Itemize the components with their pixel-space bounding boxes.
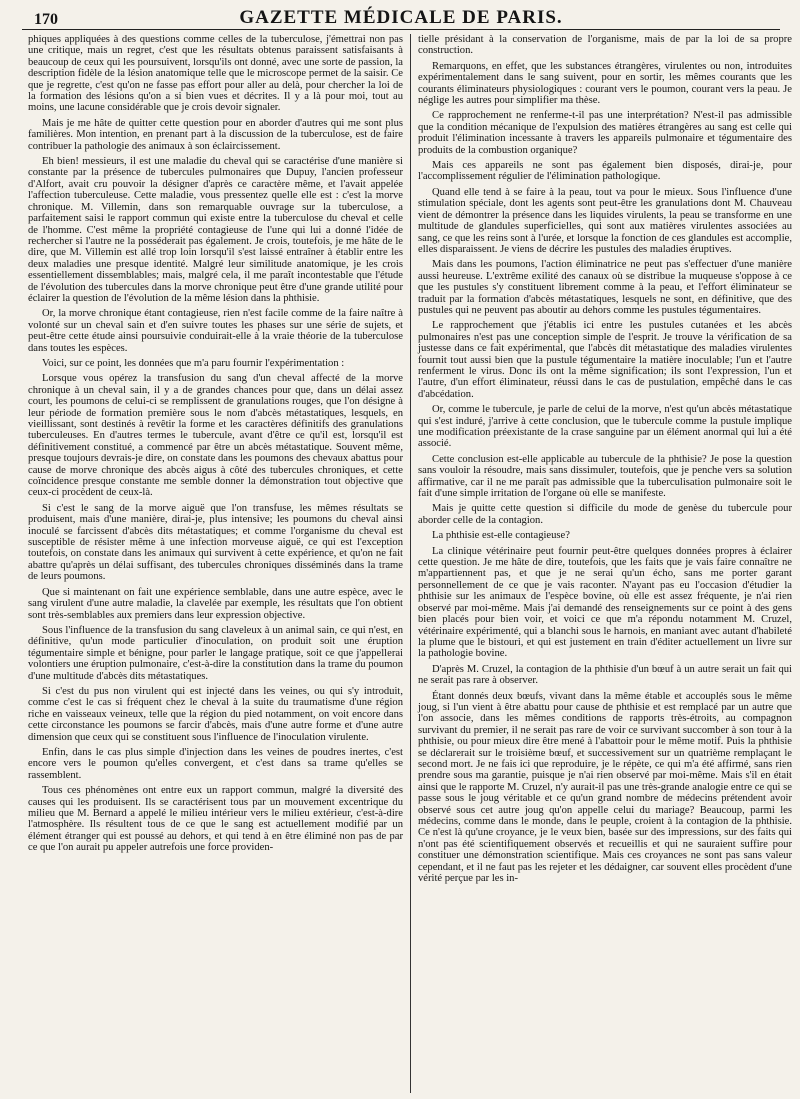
paragraph: La phthisie est-elle contagieuse?: [432, 530, 570, 542]
paragraph: Si c'est du pus non virulent qui est injecté dans les veines, ou qui s'y introduit, comme c'est le cas si fréquent chez le cheval à la suite du traumatisme d'une région riche en vaisseaux veineux, telle que la région du pied notamment, on voit encore dans cette circonstance les poumons se farcir d'abcès, mais d'une autre forme et d'une autre dimension que ceux qui se constituent sous l'influence de l'inoculation virulente.: [28, 685, 403, 743]
paragraph: Que si maintenant on fait une expérience semblable, dans une autre espèce, avec le sang virulent d'une autre maladie, la clavelée par exemple, les résultats que l'on obtient sont très-semblables aux premiers dans leur expression objective.: [28, 586, 403, 621]
paragraph: Lorsque vous opérez la transfusion du sang d'un cheval affecté de la morve chronique à un cheval sain, il y a de grandes chances pour que, dans un délai assez court, les poumons de celui-ci se remplissent de granulations rouges, que l'on désigne à leur période de formation première sous le nom d'abcès métastatiques, lesquels, en vieillissant, sont destinés à revêtir la forme et les caractères définitifs des granulations tuberculeuses. En d'autres termes le tubercule, avant d'être ce qu'il est, lorsqu'il est définitivement constitué, a commencé par être un abcès métastatique. Souvent même, presque toujours devrais-je dire, on constate dans les poumons des chevaux abattus pour cause de morve chronique des abcès aigus à côté des tubercules chroniques, et cette coïncidence presque constante me semble donner la démonstration tout objective que ceux-ci procèdent de ceux-là.: [28, 373, 403, 499]
journal-title: GAZETTE MÉDICALE DE PARIS.: [239, 7, 563, 28]
paragraph: tielle présidant à la conservation de l'organisme, mais de par la loi de sa propre construction.: [418, 34, 792, 57]
paragraph: Mais je me hâte de quitter cette question pour en aborder d'autres qui me sont plus familières. Mon intention, en prenant part à la discussion de la tuberculose, est de faire contribuer la pathologie des animaux à son éclaircissement.: [28, 117, 403, 152]
page-header: [22, 0, 780, 30]
paragraph: Mais ces appareils ne sont pas également bien disposés, dirai-je, pour l'accomplissement régulier de l'élimination pathologique.: [418, 160, 792, 183]
paragraph: Le rapprochement que j'établis ici entre les pustules cutanées et les abcès pulmonaires n'est pas une conception simple de l'esprit. Je trouve la vérification de sa justesse dans ce fait expérimental, que l'abcès dit métastatique des maladies virulentes fournit tout aussi bien que la pustule tégumentaire la matière inoculable; l'un et l'autre renferment le virus. Donc ils ont la même signification; ils sont l'expression, l'un et l'autre, d'un effort éliminateur, réussi dans le cas de pustulation, empêché dans le cas d'abcédation.: [418, 320, 792, 400]
left-column: [28, 34, 410, 1093]
paragraph: La clinique vétérinaire peut fournir peut-être quelques données propres à éclairer cette question. Je me hâte de dire, toutefois, que les faits que je vais faire connaître ne m'appartiennent pas, et que je ne serai qu'un écho, sans me porter garant personnellement de ce que je vais raconter. N'ayant pas eu l'occasion d'étudier la phthisie sur les animaux de l'espèce bovine, où elle est assez fréquente, je n'ai rien observé par moi-même. Mais j'ai demandé des renseignements sur ce point à des gens bien placés pour bien voir, et voici ce que m'a répondu notamment M. Cruzel, vétérinaire expérimenté, qui a blanchi sous le harnois, en maniant avec autant d'habileté la plume que le bistouri, et qui est justement en train d'éditer actuellement un livre sur la pathologie bovine.: [418, 545, 792, 660]
paragraph: Or, la morve chronique étant contagieuse, rien n'est facile comme de la faire naître à volonté sur un cheval sain et d'en suivre toutes les phases sur une série de sujets, et peut-être cette étude ainsi poursuivie conduirait-elle à la vraie théorie de la tuberculose dans toutes les espèces.: [28, 308, 403, 354]
paragraph: Eh bien! messieurs, il est une maladie du cheval qui se caractérise d'une manière si constante par la présence de tubercules pulmonaires que Dupuy, l'ancien professeur d'Alfort, avait cru pouvoir la désigner d'après ce caractère même, et l'avait appelée l'affection tuberculeuse. Cette maladie, vous pressentez quelle elle est : c'est la morve chronique. M. Villemin, dans son remarquable ouvrage sur la tuberculose, a parfaitement saisi le rapport commun qui existe entre la tuberculose du cheval et celle de l'homme. C'est même la propriété contagieuse de l'une qui lui a donné l'idée de rechercher si l'autre ne la posséderait pas également. Je crois, toutefois, je me hâte de le dire, que M. Villemin est allé trop loin lorsqu'il s'est laissé entraîner à établir entre les deux maladies une presque identité. Malgré leur similitude anatomique, je les crois essentiellement dissemblables; mais, malgré cela, il me paraît incontestable que l'étude de l'évolution des tubercules dans la morve chronique peut être d'une grande utilité pour éclairer la question de l'évolution de la même lésion dans la phthisie.: [28, 156, 403, 304]
paragraph: Ce rapprochement ne renferme-t-il pas une interprétation? N'est-il pas admissible que la condition mécanique de l'expulsion des matières étrangères au sang est celle qui produit l'élimination incessante à travers les appareils pulmonaire et tégumentaire des produits de la combustion organique?: [418, 110, 792, 156]
paragraph: Mais je quitte cette question si difficile du mode de genèse du tubercule pour aborder celle de la contagion.: [418, 503, 792, 526]
paragraph: Enfin, dans le cas plus simple d'injection dans les veines de poudres inertes, c'est encore vers le poumon qu'elles convergent, et c'est dans sa trame qu'elles se rassemblent.: [28, 746, 403, 781]
paragraph: Cette conclusion est-elle applicable au tubercule de la phthisie? Je pose la question sans vouloir la résoudre, mais sans dissimuler, toutefois, que je penche vers sa solution affirmative, car il ne me paraît pas admissible que la tuberculisation pulmonaire soit le fait d'une simple irritation de l'organe où elle se manifeste.: [418, 453, 792, 500]
right-column: [410, 34, 792, 1093]
paragraph: Si c'est le sang de la morve aiguë que l'on transfuse, les mêmes résultats se produisent, mais d'une manière, dirai-je, plus intensive; les poumons du cheval ainsi inoculé se farcissent d'abcès dits métastatiques; et comme l'organisme du cheval est susceptible de résister même à une infection morveuse aiguë, ce qui est l'exception toutefois, on constate dans les animaux qui survivent à cette expérience, et qu'on ne fait abattre qu'après un délai suffisant, des tubercules chroniques disséminés dans la trame de leurs poumons.: [28, 502, 403, 583]
paragraph: Voici, sur ce point, les données que m'a paru fournir l'expérimentation :: [42, 357, 345, 369]
paragraph: Quand elle tend à se faire à la peau, tout va pour le mieux. Sous l'influence d'une stimulation spéciale, dont les agents sont peut-être les granulations dont M. Chauveau vient de démontrer la présence dans les liquides virulents, la peau se transforme en une multitude de glandules superficielles, qui sont aux matières virulentes associées au sang, ce que les reins sont à l'urée, et lorsque la fonction de ces glandules est accomplie, elles disparaissent. Je viens de décrire les pustules des maladies éruptives.: [418, 186, 792, 255]
paragraph: Mais dans les poumons, l'action éliminatrice ne peut pas s'effectuer d'une manière aussi heureuse. L'extrême exilité des canaux où se distribue la muqueuse s'oppose à ce que les pustules s'y constituent librement comme à la peau, et l'effort éliminateur se traduit par la formation d'abcès métastatiques, lesquels ne sont, en définitive, que des pustules qui ne peuvent pas aboutir au dehors comme les pustules tégumentaires.: [418, 259, 792, 316]
page-number: 170: [34, 11, 58, 28]
text-columns: [28, 34, 792, 1093]
paragraph: Sous l'influence de la transfusion du sang claveleux à un animal sain, ce qui n'est, en définitive, qu'un mode particulier d'inoculation, on produit soit une éruption tégumentaire simple et bénigne, pour parler le langage pratique, soit ce que j'appellerai volontiers une éruption pulmonaire, c'est-à-dire la constitution dans la trame du poumon d'une multitude d'abcès dits métastatiques.: [28, 624, 403, 682]
paragraph: phiques appliquées à des questions comme celles de la tuberculose, j'émettrai non pas une critique, mais un regret, c'est que les résultats obtenus paraissent satisfaisants à beaucoup de ceux qui les poursuivent, lorsqu'ils ont donné, avec une sorte de passion, la description fidèle de la lésion anatomique telle que le microscope permet de la saisir. Ce que je regrette, c'est qu'on ne fasse pas effort pour aller au delà, pour chercher la loi de la formation des lésions qu'on a si bien vues et décrites. Il y a là pour moi, tout au moins, une lacune considérable que je crois devoir signaler.: [28, 34, 403, 114]
paragraph: Étant donnés deux bœufs, vivant dans la même étable et accouplés sous le même joug, si l'un vient à être abattu pour cause de phthisie et est remplacé par un autre que l'on associe, dans les mêmes conditions de rapports très-étroits, au compagnon survivant du premier, il ne serait pas rare de voir ce survivant succomber à son tour à la phthisie, ou pour mieux dire être mené à l'abattoir pour le même motif. Puis la phthisie se déclarerait sur le troisième bœuf, et successivement sur un quatrième remplaçant le second mort. Je ne fais ici que reproduire, je le répète, ce qui m'a été affirmé, sans rien prendre sous ma garantie, puisque je n'ai rien observé par moi-même. Mais s'il en était ainsi que le rapporte M. Cruzel, n'y aurait-il pas une très-grande analogie entre ce qui se passe sous le joug véritable et ce qu'un grand nombre de médecins prétendent avoir observé sous cet autre joug qu'on appelle celui du mariage? Beaucoup, parmi les médecins, comme dans le monde, dans le peuple, croient à la contagion de la phthisie. Ce n'est là qu'une croyance, je le veux bien, basée sur des impressions, sur des faits qui n'ont pas été scientifiquement observés et recueillis et qui ne sauraient suffire pour constituer une démonstration scientifique. Mais ces croyances ne sont pas sans valeur cependant, et il ne faut pas les rejeter et les dédaigner, car souvent elles procèdent d'une vérité perçue par les in-: [418, 690, 792, 885]
paragraph: D'après M. Cruzel, la contagion de la phthisie d'un bœuf à un autre serait un fait qui ne serait pas rare à observer.: [418, 663, 792, 687]
paragraph: Tous ces phénomènes ont entre eux un rapport commun, malgré la diversité des causes qui les produisent. Ils se caractérisent tous par un mouvement excentrique du milieu que M. Bernard a appelé le milieu intérieur vers le milieu extérieur, c'est-à-dire l'atmosphère. Ils résultent tous de ce que le sang est actuellement modifié par un élément étranger qui est poussé au dehors, et qui tend à en être éliminé non pas de par ce que l'on aurait pu appeler autrefois une force providen-: [28, 785, 403, 854]
paragraph: Or, comme le tubercule, je parle de celui de la morve, n'est qu'un abcès métastatique qui s'est induré, j'arrive à cette conclusion, que le tubercule comme la pustule implique une modification préexistante de la crase sanguine par un élément anormal qui lui a été associé.: [418, 404, 792, 450]
paragraph: Remarquons, en effet, que les substances étrangères, virulentes ou non, introduites expérimentalement dans le sang suivent, pour en sortir, les mêmes courants que les courants éliminateurs physiologiques : courant vers le poumon, courant vers la peau. Je néglige les autres pour simplifier ma thèse.: [418, 60, 792, 107]
